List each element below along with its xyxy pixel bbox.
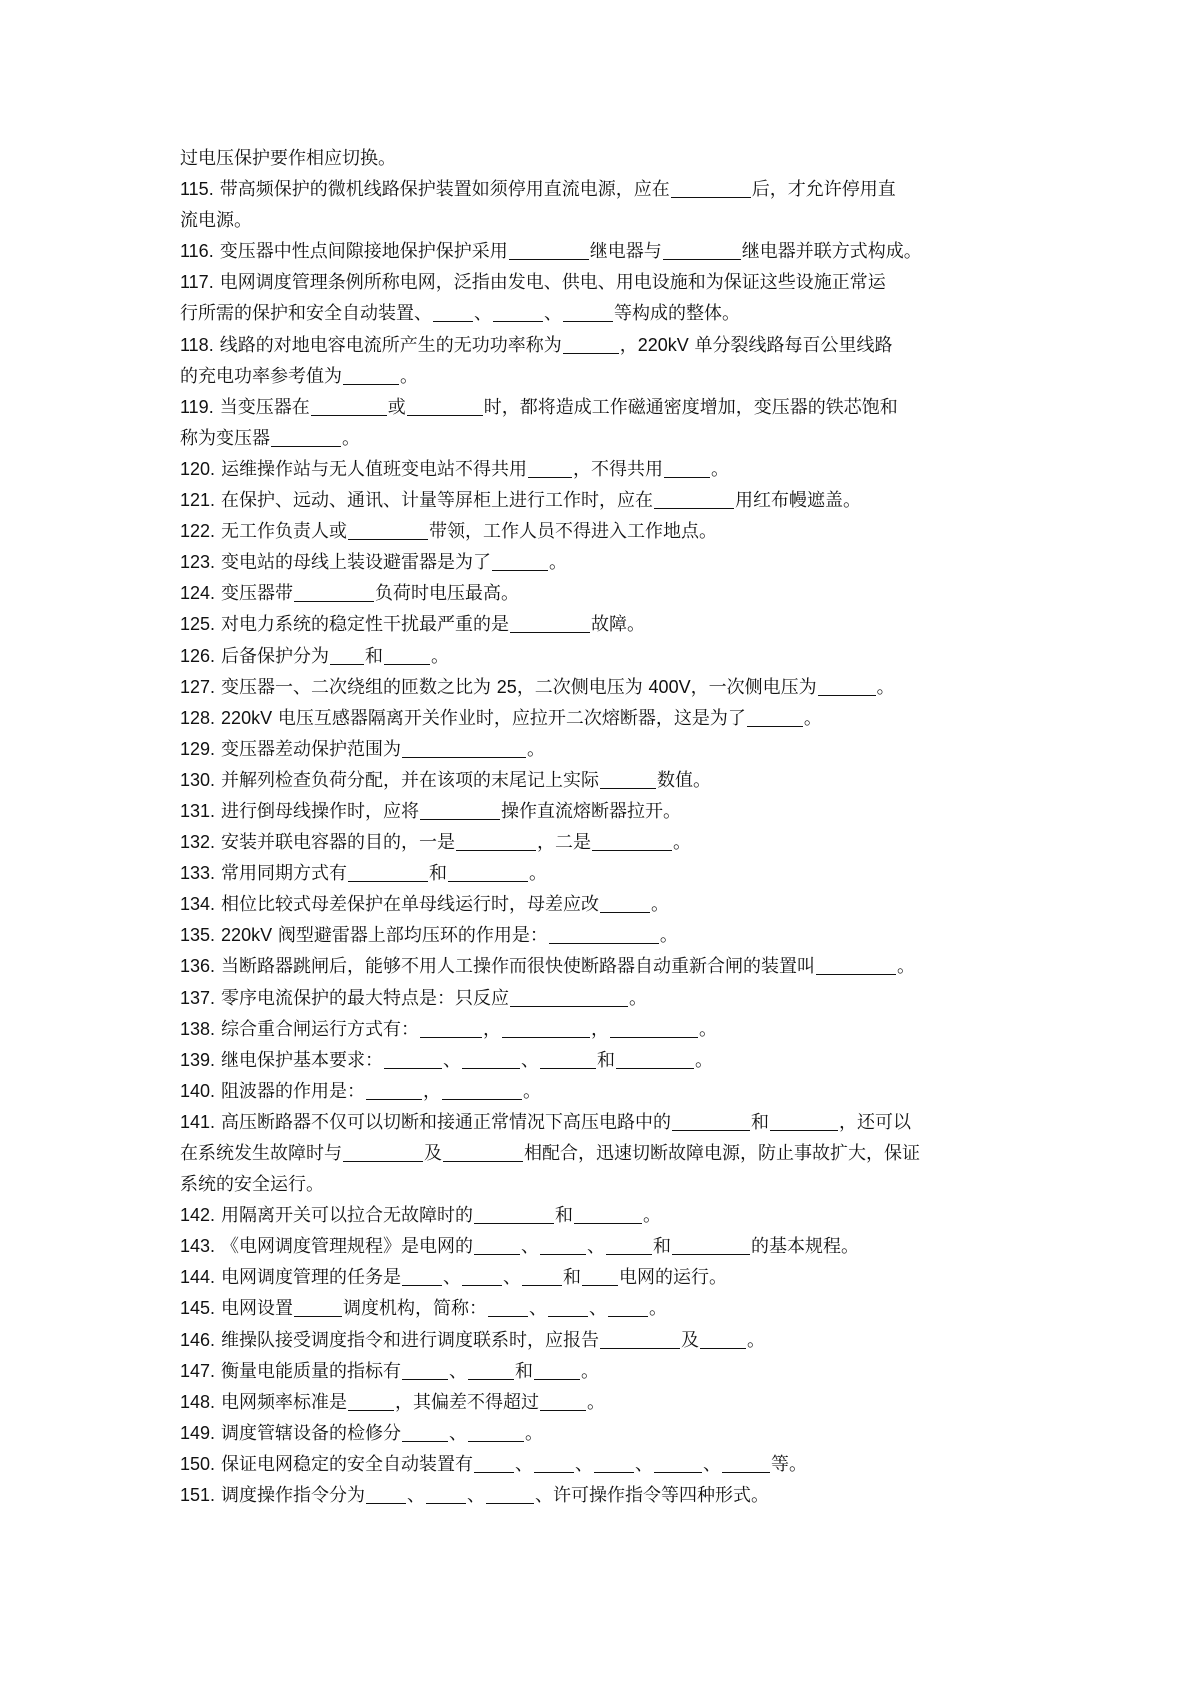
question-text: ， <box>591 1018 610 1040</box>
question-item <box>180 641 1040 672</box>
fill-blank <box>594 1472 634 1473</box>
fill-blank <box>592 850 672 851</box>
question-text: 常用同期方式有 <box>221 863 348 885</box>
fill-blank <box>582 1285 618 1286</box>
question-number: 128. <box>180 707 216 728</box>
question-text: 和 <box>515 1360 534 1382</box>
fill-blank <box>563 353 619 354</box>
fill-blank <box>474 1223 554 1224</box>
question-text: 当变压器在 <box>219 396 310 418</box>
question-text: 在保护、远动、通讯、计量等屏柜上进行工作时，应在 <box>221 490 654 512</box>
question-text: 零序电流保护的最大特点是：只反应 <box>221 987 510 1009</box>
fill-blank <box>366 1099 422 1100</box>
question-number: 142. <box>180 1205 216 1226</box>
question-text: 变压器中性点间隙接地保护保护采用 <box>219 241 508 263</box>
fill-blank <box>343 384 399 385</box>
fill-blank <box>402 1285 442 1286</box>
question-number: 135. <box>180 925 216 946</box>
fill-blank <box>420 1037 482 1038</box>
fill-blank <box>294 1316 342 1317</box>
question-text: 安装并联电容器的目的，一是 <box>221 832 456 854</box>
question-text: 流电源。 <box>180 210 252 232</box>
question-text: 。 <box>876 676 895 698</box>
fill-blank <box>563 321 613 322</box>
question-text: 阻波器的作用是： <box>221 1080 366 1102</box>
question-text: 。 <box>629 987 648 1009</box>
fill-blank <box>510 632 590 633</box>
fill-blank <box>540 1068 596 1069</box>
question-text: 。 <box>649 1298 668 1320</box>
fill-blank <box>606 1254 652 1255</box>
question-item <box>180 1262 1040 1293</box>
question-number: 130. <box>180 769 216 790</box>
fill-blank <box>540 1410 586 1411</box>
question-number: 138. <box>180 1018 216 1039</box>
question-text: 。 <box>431 645 450 667</box>
question-item <box>180 1449 1040 1480</box>
question-item <box>180 516 1040 547</box>
question-text: 操作直流熔断器拉开。 <box>501 800 682 822</box>
question-item <box>180 1200 1040 1231</box>
fill-blank <box>608 1316 648 1317</box>
question-text: 。 <box>523 1080 542 1102</box>
question-text: 行所需的保护和安全自动装置、 <box>180 303 432 325</box>
fill-blank <box>722 1472 770 1473</box>
question-number: 118. <box>180 334 214 355</box>
question-text: 。 <box>525 1422 544 1444</box>
question-text: 继电器与 <box>589 241 662 263</box>
question-number: 124. <box>180 583 216 604</box>
fill-blank <box>654 508 734 509</box>
question-text: 电压互感器隔离开关作业时，应拉开二次熔断器，这是为了 <box>272 707 746 729</box>
question-text: 变压器带 <box>221 583 294 605</box>
fill-blank <box>402 1379 448 1380</box>
question-text: 、 <box>474 303 492 325</box>
question-text: 和 <box>653 1236 672 1258</box>
question-text: 变压器差动保护范围为 <box>221 738 402 760</box>
question-item <box>180 827 1040 858</box>
question-text: 电网调度管理条例所称电网，泛指由发电、供电、用电设施和为保证这些设施正常运 <box>219 272 886 294</box>
question-text: 、 <box>589 1298 608 1320</box>
question-item <box>180 392 1040 423</box>
question-number: 147. <box>180 1360 216 1381</box>
question-text: 继电器并联方式构成。 <box>741 241 922 263</box>
question-number: 117. <box>180 272 214 293</box>
question-item <box>180 703 1040 734</box>
question-text: 。 <box>673 832 692 854</box>
question-text: 变电站的母线上装设避雷器是为了 <box>221 552 492 574</box>
question-item <box>180 983 1040 1014</box>
fill-blank <box>528 477 572 478</box>
question-text: 后备保护分为 <box>221 645 330 667</box>
fill-blank <box>348 881 428 882</box>
fill-blank <box>443 1161 523 1162</box>
question-text: 。 <box>587 1391 606 1413</box>
question-item <box>180 1045 1040 1076</box>
question-text: 220kV <box>637 334 689 355</box>
question-text: 。 <box>699 1018 718 1040</box>
question-text: 等。 <box>771 1453 808 1475</box>
question-text: 用红布幔遮盖。 <box>735 490 862 512</box>
question-item <box>180 1076 1040 1107</box>
question-text: 、 <box>443 1049 462 1071</box>
fill-blank <box>474 1472 514 1473</box>
question-number: 121. <box>180 490 216 511</box>
question-text: 、 <box>467 1485 486 1507</box>
question-text: 的充电功率参考值为 <box>180 365 342 387</box>
fill-blank <box>402 757 526 758</box>
question-text: 、 <box>703 1453 722 1475</box>
fill-blank <box>420 819 500 820</box>
question-text: 运维操作站与无人值班变电站不得共用 <box>221 458 528 480</box>
question-text: 、 <box>544 303 562 325</box>
question-text: 、 <box>521 1236 540 1258</box>
question-text: 和 <box>751 1111 770 1133</box>
question-number: 115. <box>180 179 214 200</box>
question-number: 139. <box>180 1049 216 1070</box>
question-continuation <box>180 1169 1040 1200</box>
question-text: 电网调度管理的任务是 <box>221 1267 402 1289</box>
fill-blank <box>294 601 374 602</box>
question-text: 或 <box>387 396 406 418</box>
fill-blank <box>407 415 483 416</box>
question-text: 负荷时电压最高。 <box>375 583 520 605</box>
question-item <box>180 267 1040 298</box>
question-text: 和 <box>429 863 448 885</box>
fill-blank <box>492 570 548 571</box>
question-item <box>180 609 1040 640</box>
question-text: 。 <box>803 707 822 729</box>
question-continuation <box>180 143 1040 174</box>
question-number: 120. <box>180 458 216 479</box>
fill-blank <box>426 1503 466 1504</box>
fill-blank <box>616 1068 694 1069</box>
fill-blank <box>502 1037 590 1038</box>
fill-blank <box>534 1472 574 1473</box>
fill-blank <box>747 726 803 727</box>
question-item <box>180 547 1040 578</box>
fill-blank <box>462 1285 502 1286</box>
question-text: 调度管辖设备的检修分 <box>221 1422 402 1444</box>
question-text: 阀型避雷器上部均压环的作用是： <box>272 925 548 947</box>
fill-blank <box>600 912 650 913</box>
question-number: 116. <box>180 241 214 262</box>
fill-blank <box>672 1130 750 1131</box>
question-item <box>180 1014 1040 1045</box>
question-text: 、 <box>587 1236 606 1258</box>
question-text: 高压断路器不仅可以切断和接通正常情况下高压电路中的 <box>221 1111 672 1133</box>
fill-blank <box>509 259 589 260</box>
question-item <box>180 1325 1040 1356</box>
question-text: 。 <box>711 458 730 480</box>
question-number: 149. <box>180 1422 216 1443</box>
question-text: ，其偏差不得超过 <box>395 1391 540 1413</box>
question-text: ， <box>483 1018 502 1040</box>
question-text: 、 <box>635 1453 654 1475</box>
question-text: 电网的运行。 <box>619 1267 728 1289</box>
fill-blank <box>600 1348 680 1349</box>
question-number: 151. <box>180 1485 216 1506</box>
fill-blank <box>510 1006 628 1007</box>
question-text: 电网频率标准是 <box>221 1391 348 1413</box>
fill-blank <box>402 1441 448 1442</box>
question-list <box>180 143 1040 1511</box>
fill-blank <box>348 1410 394 1411</box>
question-text: 220kV <box>221 707 273 728</box>
question-item <box>180 920 1040 951</box>
question-text: 保证电网稳定的安全自动装置有 <box>221 1453 474 1475</box>
question-text: 对电力系统的稳定性干扰最严重的是 <box>221 614 510 636</box>
question-text: 。 <box>651 894 670 916</box>
question-number: 150. <box>180 1453 216 1474</box>
question-item <box>180 1480 1040 1511</box>
question-item <box>180 330 1040 361</box>
question-item <box>180 578 1040 609</box>
question-text: 调度操作指令分为 <box>221 1485 366 1507</box>
fill-blank <box>654 1472 702 1473</box>
question-text: 综合重合闸运行方式有： <box>221 1018 420 1040</box>
fill-blank <box>672 1254 750 1255</box>
fill-blank <box>663 259 741 260</box>
question-number: 141. <box>180 1111 216 1132</box>
question-text: 进行倒母线操作时，应将 <box>221 800 420 822</box>
question-text: 过电压保护要作相应切换。 <box>180 148 396 169</box>
question-text: 及 <box>681 1329 700 1351</box>
question-text: 、 <box>503 1267 522 1289</box>
fill-blank <box>549 943 659 944</box>
question-number: 146. <box>180 1329 216 1350</box>
fill-blank <box>348 539 428 540</box>
question-item <box>180 1231 1040 1262</box>
question-item <box>180 1293 1040 1324</box>
question-text: 。 <box>747 1329 766 1351</box>
question-number: 144. <box>180 1267 216 1288</box>
question-text: 、 <box>575 1453 594 1475</box>
question-item <box>180 951 1040 982</box>
fill-blank <box>610 1037 698 1038</box>
question-number: 123. <box>180 552 216 573</box>
question-text: 数值。 <box>657 769 712 791</box>
fill-blank <box>330 664 364 665</box>
fill-blank <box>488 1316 528 1317</box>
question-text: 。 <box>581 1360 600 1382</box>
question-text: 《电网调度管理规程》是电网的 <box>221 1236 474 1258</box>
question-text: 、 <box>521 1049 540 1071</box>
question-text: 和 <box>555 1205 574 1227</box>
question-text: 、 <box>443 1267 462 1289</box>
fill-blank <box>818 695 876 696</box>
fill-blank <box>700 1348 746 1349</box>
question-item <box>180 796 1040 827</box>
fill-blank <box>486 1503 534 1504</box>
question-text: 用隔离开关可以拉合无故障时的 <box>221 1205 474 1227</box>
question-text: 当断路器跳闸后，能够不用人工操作而很快使断路器自动重新合闸的装置叫 <box>221 956 816 978</box>
question-item <box>180 1387 1040 1418</box>
fill-blank <box>433 321 473 322</box>
question-item <box>180 1107 1040 1138</box>
question-text: 后，才允许停用直 <box>751 179 896 201</box>
fill-blank <box>816 974 896 975</box>
fill-blank <box>448 881 528 882</box>
fill-blank <box>474 1254 520 1255</box>
question-text: 、 <box>449 1422 468 1444</box>
fill-blank <box>540 1254 586 1255</box>
question-text: 、许可操作指令等四种形式。 <box>535 1485 770 1507</box>
question-text: 。 <box>527 738 546 760</box>
question-text: ，一次侧电压为 <box>690 676 817 698</box>
fill-blank <box>462 1068 520 1069</box>
question-text: 衡量电能质量的指标有 <box>221 1360 402 1382</box>
fill-blank <box>770 1130 838 1131</box>
question-text: 25 <box>496 676 517 697</box>
question-continuation <box>180 1138 1040 1169</box>
question-text: ，二次侧电压为 <box>516 676 649 698</box>
question-text: ，还可以 <box>839 1111 912 1133</box>
question-text: 。 <box>342 427 360 449</box>
fill-blank <box>384 664 430 665</box>
question-item <box>180 1356 1040 1387</box>
question-text: 。 <box>643 1205 662 1227</box>
question-text: 变压器一、二次绕组的匝数之比为 <box>221 676 497 698</box>
fill-blank <box>311 415 387 416</box>
question-number: 126. <box>180 645 216 666</box>
question-text: 220kV <box>221 925 273 946</box>
fill-blank <box>468 1441 524 1442</box>
question-text: 相位比较式母差保护在单母线运行时，母差应改 <box>221 894 600 916</box>
question-number: 131. <box>180 800 216 821</box>
question-text: 。 <box>400 365 418 387</box>
question-text: 继电保护基本要求： <box>221 1049 384 1071</box>
question-text: 、 <box>407 1485 426 1507</box>
question-item <box>180 236 1040 267</box>
question-text: 400V <box>648 676 691 697</box>
question-item <box>180 485 1040 516</box>
question-item <box>180 672 1040 703</box>
question-item <box>180 1418 1040 1449</box>
question-text: 相配合，迅速切断故障电源，防止事故扩大，保证 <box>524 1143 920 1164</box>
question-text: 系统的安全运行。 <box>180 1174 324 1196</box>
question-number: 140. <box>180 1080 216 1101</box>
question-text: 。 <box>897 956 916 978</box>
question-text: 并解列检查负荷分配，并在该项的末尾记上实际 <box>221 769 600 791</box>
question-text: 在系统发生故障时与 <box>180 1143 342 1164</box>
fill-blank <box>366 1503 406 1504</box>
question-text: 故障。 <box>591 614 646 636</box>
question-text: 和 <box>365 645 384 667</box>
question-text: ，二是 <box>537 832 592 854</box>
question-text: 的基本规程。 <box>751 1236 860 1258</box>
question-text: 、 <box>529 1298 548 1320</box>
question-text: 。 <box>695 1049 714 1071</box>
question-number: 132. <box>180 832 216 853</box>
question-text: 线路的对地电容电流所产生的无功功率称为 <box>219 334 562 356</box>
question-text: ， <box>423 1080 442 1102</box>
fill-blank <box>574 1223 642 1224</box>
fill-blank <box>468 1379 514 1380</box>
question-text: 带领，工作人员不得进入工作地点。 <box>429 521 718 543</box>
question-text: 时，都将造成工作磁通密度增加，变压器的铁芯饱和 <box>483 396 898 418</box>
question-number: 143. <box>180 1236 216 1257</box>
question-item <box>180 765 1040 796</box>
question-number: 137. <box>180 987 216 1008</box>
fill-blank <box>271 446 341 447</box>
question-text: 无工作负责人或 <box>221 521 348 543</box>
fill-blank <box>456 850 536 851</box>
question-text: 。 <box>659 925 678 947</box>
fill-blank <box>384 1068 442 1069</box>
question-item <box>180 174 1040 205</box>
question-text: 及 <box>424 1143 442 1164</box>
question-number: 119. <box>180 396 214 417</box>
question-number: 127. <box>180 676 216 697</box>
question-item <box>180 858 1040 889</box>
question-number: 122. <box>180 521 216 542</box>
question-continuation <box>180 423 1040 454</box>
question-text: 和 <box>563 1267 582 1289</box>
question-number: 129. <box>180 738 216 759</box>
question-continuation <box>180 298 1040 329</box>
fill-blank <box>664 477 710 478</box>
question-number: 125. <box>180 614 216 635</box>
question-text: ，不得共用 <box>573 458 664 480</box>
fill-blank <box>343 1161 423 1162</box>
question-text: 带高频保护的微机线路保护装置如须停用直流电源，应在 <box>219 179 670 201</box>
question-continuation <box>180 361 1040 392</box>
question-text: 维操队接受调度指令和进行调度联系时，应报告 <box>221 1329 600 1351</box>
question-text: 和 <box>597 1049 616 1071</box>
fill-blank <box>442 1099 522 1100</box>
question-number: 148. <box>180 1391 216 1412</box>
question-number: 133. <box>180 863 216 884</box>
question-item <box>180 889 1040 920</box>
question-text: ， <box>619 334 638 356</box>
question-item <box>180 454 1040 485</box>
fill-blank <box>534 1379 580 1380</box>
question-text: 电网设置 <box>221 1298 294 1320</box>
question-text: 单分裂线路每百公里线路 <box>688 334 893 356</box>
question-number: 145. <box>180 1298 216 1319</box>
fill-blank <box>493 321 543 322</box>
question-number: 134. <box>180 894 216 915</box>
fill-blank <box>548 1316 588 1317</box>
question-text: 。 <box>529 863 548 885</box>
fill-blank <box>671 197 751 198</box>
question-number: 136. <box>180 956 216 977</box>
question-text: 称为变压器 <box>180 427 270 449</box>
fill-blank <box>600 788 656 789</box>
question-text: 等构成的整体。 <box>614 303 740 325</box>
fill-blank <box>522 1285 562 1286</box>
question-text: 、 <box>515 1453 534 1475</box>
question-text: 、 <box>449 1360 468 1382</box>
question-item <box>180 734 1040 765</box>
question-text: 。 <box>549 552 568 574</box>
question-continuation <box>180 205 1040 236</box>
question-text: 调度机构，简称： <box>343 1298 488 1320</box>
